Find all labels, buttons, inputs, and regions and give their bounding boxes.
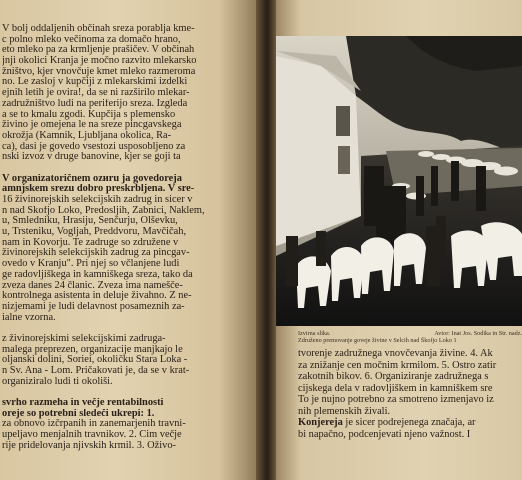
text-line <box>2 323 248 334</box>
text-line: amnjskem srezu dobro preskrbljena. V sre- <box>2 184 195 195</box>
text-line: organiziralo ludi ti okoliši. <box>2 376 113 387</box>
text-line <box>2 163 248 174</box>
text-line: oreje so potrebni sledeči ukrepi: 1. <box>2 408 155 419</box>
text-line: cijskega dela v radovljiškem in kamniškem sre <box>298 382 493 394</box>
text-line: ejnih letih je ovira!, da se ni razširilo mlekar- <box>2 88 190 99</box>
caption-text: Združeno premovanje goveje živine v Selcih nad Škofjo Loko 1 <box>298 337 457 345</box>
right-page <box>276 0 522 480</box>
text-line: tvorenje zadružnega vnovčevanja živine. 4. Ak <box>298 348 493 359</box>
text-line: z živinorejskimi selekcijskimi zadruga- <box>2 333 166 344</box>
text-line: oljanski dolini, Soriei, okoličku Stara Loka - <box>2 355 188 366</box>
text-line: u, Trsteniku, Vogljah, Preddvoru, Mavčičah, <box>2 227 187 238</box>
book-gutter <box>256 0 278 480</box>
text-line: ovedo v Kranju". Pri njej so včlanjene ludi <box>2 259 180 270</box>
photo-caption <box>298 330 522 345</box>
text-line: nam in Kovorju. Te zadruge so združene v <box>2 237 179 248</box>
text-line: eto mleko pa za krmljenje prašičev. V občinah <box>2 45 195 56</box>
text-line: rije pridelovanja njivskih krmil. 3. Oživo- <box>2 440 177 451</box>
text-line: živino je omejena le na sreze pincgavskega <box>2 120 182 131</box>
text-line: kontrolnega asistenta in deluje živahno. Z ne- <box>2 291 192 302</box>
text-line: V bolj oddaljenih občinah sreza porablja kme- <box>2 24 195 34</box>
left-page <box>0 0 258 480</box>
text-line: za znižanje cen močnim krmilom. 5. Ostro zatir <box>298 359 497 371</box>
text-line: 16 živinorejskih selekcijskih zadrug in sicer v <box>2 195 193 205</box>
text-line: upeljavo menjalnih travnikov. 2. Čim večje <box>2 430 182 441</box>
right-text-column <box>298 348 522 440</box>
text-line: u, Smledniku, Hrasiju, Šenčurju, Olševku, <box>2 216 178 227</box>
text-line: n Sv. Ana - Lom. Pričakovati je, da se v krat- <box>2 366 190 376</box>
caption-credit-right: Avtor: Inat Jos. Sodika in Str. nadz. <box>434 330 522 337</box>
text-line: bi napačno, podcenjevati njeno važnost. I <box>298 428 471 440</box>
left-text-column <box>2 24 248 452</box>
text-line: zadružništvo ludi na periferijo sreza. Izgleda <box>2 98 188 109</box>
text-line: jnji okolici Kranja je močno razvito mlekarsko <box>2 56 197 67</box>
text-line: nih plemenskih živali. <box>298 405 391 417</box>
text-line: V organizatoričnem ozиru ја govedoreja <box>2 173 182 184</box>
text-line: zveza danes 24 članic. Zveza ima namešče- <box>2 280 183 291</box>
text-line: nizjemami je ludi delavnost posameznih za- <box>2 301 185 312</box>
bold-term: Konjereja <box>298 417 343 428</box>
text-line: nski izvoz v druge banovine, kjer se goji ta <box>2 152 181 163</box>
cattle-show-photo <box>276 36 522 326</box>
text-line: malega preprezen, organizacije manjkajo le <box>2 344 183 355</box>
text-line <box>2 387 248 398</box>
text-line: n nad Škofjo Loko, Predosljih, Žabnici, Naklem, <box>2 205 205 216</box>
text-line: a se to kmalu zgodi. Kupčija s plemensko <box>2 109 176 120</box>
text-line: ialne vzorna. <box>2 312 56 323</box>
text-line: svrho razmeha in večje rentabilnosti <box>2 398 164 409</box>
text-line: žništvo, kjer vnovčuje kmet mleko razmeroma <box>2 66 196 77</box>
text-line: Konjereja je sicer podrejenega značaja, ar <box>298 417 476 428</box>
text-line: c polno mleko večinoma za domačo hrano, <box>2 34 181 45</box>
text-line: no. Le zaslој v kupčiji z mlekarskimi izdelki <box>2 77 188 88</box>
text-line: živinorejskih selekcijskih zadrug za pincgav- <box>2 248 190 259</box>
caption-credit-left: Izvirna slika. <box>298 330 331 337</box>
text-line: To je nujno potrebno za smotreno izmenjavo iz <box>298 394 494 405</box>
text-line: za obnovo izčrpanih in zanemarjenih travni- <box>2 419 186 430</box>
text-line: ge radovljiškega in kamniškega sreza, tako da <box>2 269 193 280</box>
text-line: ca), dasi je govedo vsestozi usposobljeno za <box>2 141 186 152</box>
text-line: okrožja (Kamnik, Ljubljana okolica, Ra- <box>2 130 172 141</box>
text-line: zakotnih bikov. 6. Organiziranje zadružnega s <box>298 371 489 382</box>
